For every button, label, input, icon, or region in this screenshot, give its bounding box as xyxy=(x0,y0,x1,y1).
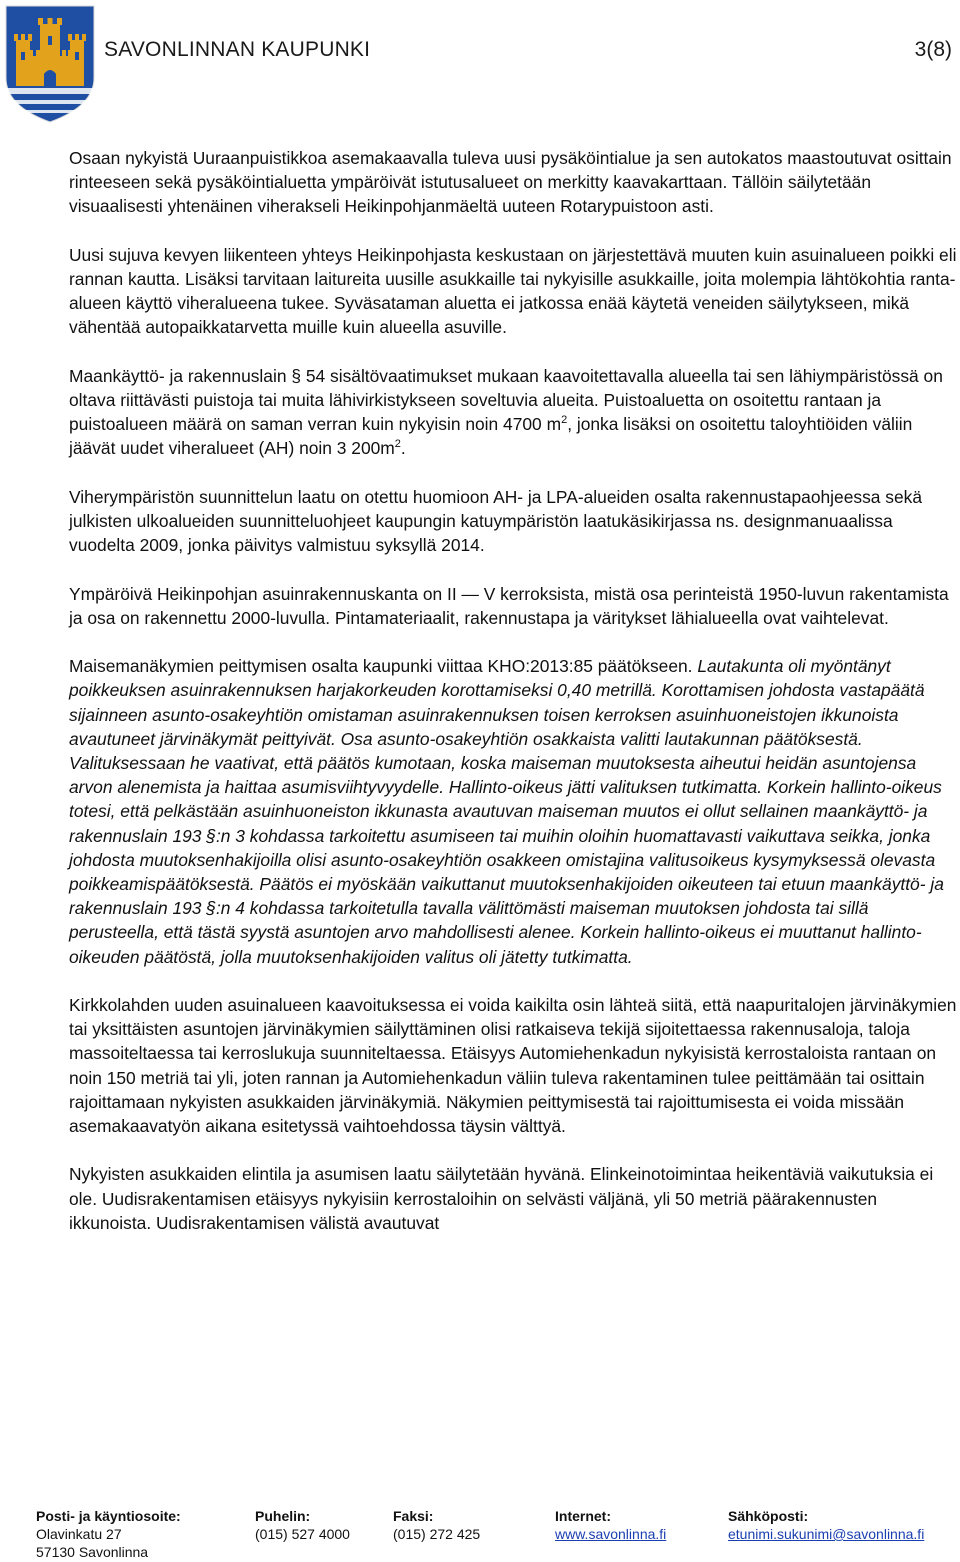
page-number: 3(8) xyxy=(914,38,952,61)
court-decision-italic-text: Lautakunta oli myöntänyt poikkeuksen asuinrakennuksen harjakorkeuden korottamiseksi 0,40 metrillä. Korottamisen johdosta vastapäätä sijainneen asunto-osakeyhtiön omistaman asuinrakennuksen toisen kerroksen asuinhuoneistojen ikkunoista avautuneet järvinäkymät peittyivät. Osa asunto-osakeyhtiön osakkaista valitti lautakunnan päätöksestä. Valituksessaan he vaativat, että päätös kumotaan, koska maiseman muutoksesta aiheutui heidän asuntojensa arvon alenemista ja haittaa asumisviihtyvyydelle. Hallinto-oikeus jätti valituksen tutkimatta. Korkein hallinto-oikeus totesi, että pelkästään asuinhuoneiston ikkunasta avautuvan maiseman muutos ei ollut sellainen maankäyttö- ja rakennuslain 193 §:n 3 kohdassa tarkoitettu asumiseen tai muihin oloihin huomattavasti vaikuttava seikka, jonka johdosta muutoksenhakijoilla olisi asunto-osakeyhtiön osakkeen omistajina valitusoikeus kysymyksessä olevasta poikkeamispäätöksestä. Päätös ei myöskään vaikuttanut muutoksenhakijoiden oikeuteen tai etuun maankäyttö- ja rakennuslain 193 §:n 4 kohdassa tarkoitetulla tavalla välittömästi maiseman muutoksen johdosta tai sillä perusteella, että tästä syystä asuntojen arvo mahdollisesti alenee. Korkein hallinto-oikeus ei muuttanut hallinto-oikeuden päätöstä, jolla muutoksenhakijoiden valitus oli jätetty tutkimatta. xyxy=(69,656,944,967)
paragraph-parking-area: Osaan nykyistä Uuraanpuistikkoa asemakaavalla tuleva uusi pysäköintialue ja sen autokatos maastoutuvat osittain rinteeseen sekä pysäköintialuetta ympäröivät istutusalueet on merkitty kaavakarttaan. Tällöin säilytetään visuaalisesti yhtenäinen viherakseli Heikinpohjanmäeltä uuteen Rotarypuistoon asti. xyxy=(69,148,952,217)
footer-email xyxy=(728,1507,924,1543)
footer-internet xyxy=(555,1507,666,1543)
paragraph-green-environment-quality: Viherympäristön suunnittelun laatu on otettu huomioon AH- ja LPA-alueiden osalta rakennustapaohjeessa sekä julkisten ulkoalueiden suunnitteluohjeet kaupungin katuympäristön laatukäsikirjassa ns. designmanuaalissa vuodelta 2009, jonka päivitys valmistuu syksyllä 2014. xyxy=(69,486,923,556)
superscript-2: 2 xyxy=(561,414,568,427)
document-body xyxy=(69,146,959,1259)
footer-internet-label: Internet: xyxy=(555,1508,611,1524)
page-footer xyxy=(0,1507,960,1562)
paragraph-landscape-views xyxy=(69,654,959,969)
footer-address-postcode: 57130 Savonlinna xyxy=(36,1544,149,1560)
paragraph-residents-living-quality: Nykyisten asukkaiden elintila ja asumisen laatu säilytetään hyvänä. Elinkeinotoimintaa heikentäviä vaikutuksia ei ole. Uudisrakentamisen etäisyys nykyisiin kerrostaloihin on selvästi väljänä, yli 50 metriä päärakennusten ikkunoista. Uudisrakentamisen välistä avautuvat xyxy=(69,1164,934,1233)
paragraph-surrounding-buildings: Ympäröivä Heikinpohjan asuinrakennuskanta on II — V kerroksista, mistä osa perinteistä 1950-luvun rakentamista ja osa on rakennettu 2000-luvulla. Pintamateriaalit, rakennustapa ja väritykset lähialueella ovat vaihtelevat. xyxy=(69,583,949,628)
footer-email-label: Sähköposti: xyxy=(728,1508,809,1524)
footer-phone-number: (015) 527 4000 xyxy=(255,1526,350,1542)
park-text-part-2: , jonka lisäksi on osoitettu taloyhtiöiden väliin jäävät uudet viheralueet (AH) noin 3 200m xyxy=(69,414,913,459)
savonlinna-coat-of-arms-icon xyxy=(2,2,98,124)
footer-address xyxy=(36,1507,181,1561)
footer-fax xyxy=(393,1507,480,1543)
superscript-2-second: 2 xyxy=(394,438,401,451)
paragraph-park-requirements xyxy=(69,364,959,461)
landscape-plain-text: Maisemanäkymien peittymisen osalta kaupunki viittaa KHO:2013:85 päätökseen. xyxy=(69,656,698,677)
footer-email-link[interactable]: etunimi.sukunimi@savonlinna.fi xyxy=(728,1526,925,1542)
park-text-part-1: Maankäyttö- ja rakennuslain § 54 sisältövaatimukset mukaan kaavoitettavalla alueella tai sen lähiympäristössä on oltava riittävästi puistoja tai muita lähivirkistykseen soveltuvia alueita. Puistoaluetta on osoitettu rantaan ja puistoalueen määrä on saman verran kuin nykyisin noin 4700 m xyxy=(69,365,943,435)
footer-phone xyxy=(255,1507,350,1543)
footer-address-street: Olavinkatu 27 xyxy=(36,1526,122,1542)
organization-name: SAVONLINNAN KAUPUNKI xyxy=(104,38,371,61)
footer-fax-label: Faksi: xyxy=(393,1508,434,1524)
footer-fax-number: (015) 272 425 xyxy=(393,1526,481,1542)
footer-phone-label: Puhelin: xyxy=(255,1508,311,1524)
paragraph-kirkkolahti-views: Kirkkolahden uuden asuinalueen kaavoituksessa ei voida kaikilta osin lähteä siitä, että naapuritalojen järvinäkymien tai yksittäisten asuntojen järvinäkymien säilyttäminen olisi ratkaiseva tekijä sijoitettaessa rakennusaloja, taloja massoiteltaessa tai kerroslukuja suunniteltaessa. Etäisyys Automiehenkadun nykyisistä kerrostaloista rantaan on noin 150 metriä tai yli, joten rannan ja Automiehenkadun väliin tuleva rakentaminen tulee peittämään tai osittain rajoittamaan nykyisten asukkaiden järvinäkymiä. Näkymien peittymisestä tai rajoittumisesta ei voida missään asemakaavatyön aikana esitetyssä vaihtoehdossa täysin välttyä. xyxy=(69,995,957,1137)
paragraph-light-traffic-route: Uusi sujuva kevyen liikenteen yhteys Heikinpohjasta keskustaan on järjestettävä muuten kuin asuinalueen poikki eli rannan kautta. Lisäksi tarvitaan laitureita uusille asukkaille tai nykyisille asukkaille, joita molempia lähtökohtia ranta-alueen käyttö viheralueena tukee. Syväsataman aluetta ei jatkossa enää käytetä veneiden säilytykseen, mikä vähentää autopaikkatarvetta muille kuin alueella asuville. xyxy=(69,244,957,338)
footer-website-link[interactable]: www.savonlinna.fi xyxy=(555,1526,667,1542)
footer-address-label: Posti- ja käyntiosoite: xyxy=(36,1508,181,1524)
park-text-part-3: . xyxy=(400,438,406,459)
